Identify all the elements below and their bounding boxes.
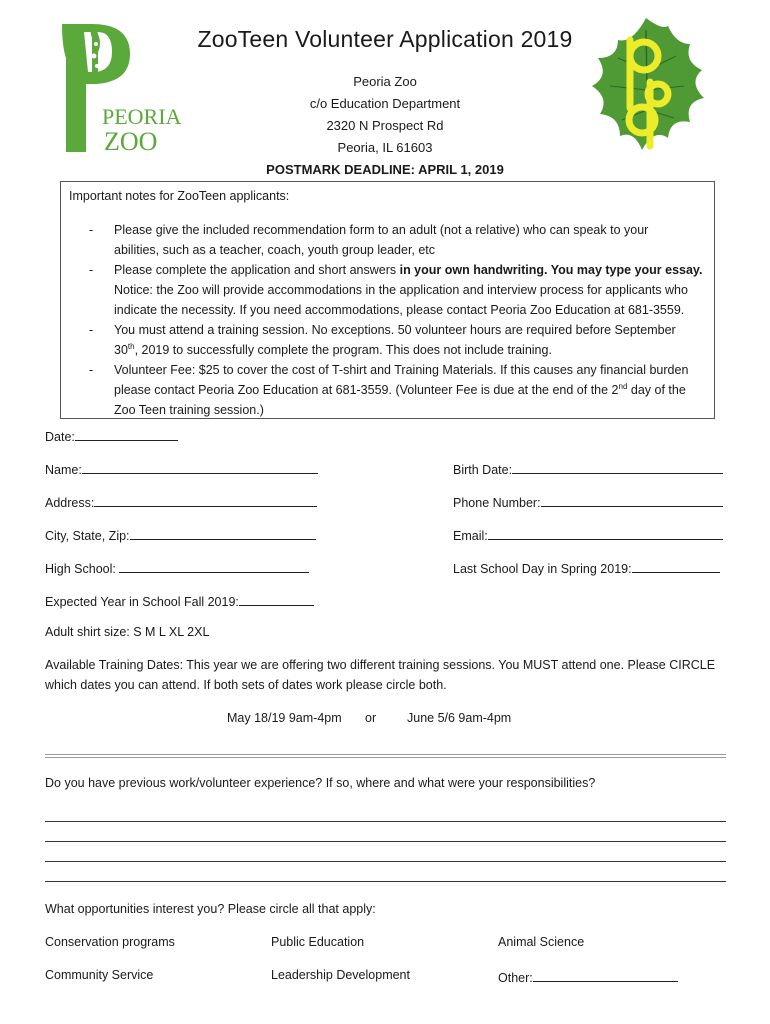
date-field[interactable] bbox=[45, 427, 178, 444]
notes-heading: Important notes for ZooTeen applicants: bbox=[69, 189, 290, 203]
note-handwriting: Please complete the application and short answers in your own handwriting. You may type your essay. Notice: the Zoo will provide accommodations in the application and interview process for applicants who indicate the necessity. If you need accommodations, please contact Peoria Zoo Education at 681-3559. bbox=[114, 263, 703, 317]
bullet-marker: - bbox=[89, 323, 94, 337]
training-option-june[interactable]: June 5/6 9am-4pm bbox=[407, 711, 512, 725]
address-label: Address: bbox=[45, 496, 95, 510]
address-line-2: c/o Education Department bbox=[309, 96, 461, 111]
name-field[interactable] bbox=[45, 460, 318, 477]
training-option-may[interactable]: May 18/19 9am-4pm bbox=[227, 711, 342, 725]
last-school-day-field[interactable] bbox=[453, 559, 720, 576]
other-label: Other: bbox=[498, 971, 533, 985]
opportunity-other[interactable] bbox=[498, 968, 678, 985]
opportunity-public-education[interactable]: Public Education bbox=[271, 935, 365, 949]
phone-label: Phone Number: bbox=[453, 496, 541, 510]
email-label: Email: bbox=[453, 529, 488, 543]
city-state-zip-blank[interactable] bbox=[130, 526, 316, 540]
answer-line[interactable] bbox=[45, 881, 726, 882]
birth-date-blank[interactable] bbox=[512, 460, 723, 474]
birth-date-label: Birth Date: bbox=[453, 463, 513, 477]
high-school-blank[interactable] bbox=[119, 559, 309, 573]
note-volunteer-fee: Volunteer Fee: $25 to cover the cost of T-shirt and Training Materials. If this causes any financial burden please contact Peoria Zoo Education at 681-3559. (Volunteer Fee is due at the end of the 2nd day of the Zoo Teen training session.) bbox=[114, 363, 689, 417]
postmark-deadline: POSTMARK DEADLINE: APRIL 1, 2019 bbox=[266, 162, 504, 177]
address-blank[interactable] bbox=[94, 493, 317, 507]
training-text-line-2: which dates you can attend. If both sets of dates work please circle both. bbox=[45, 678, 447, 692]
date-blank[interactable] bbox=[75, 427, 178, 441]
section-divider bbox=[45, 757, 726, 758]
shirt-size-options[interactable]: Adult shirt size: S M L XL 2XL bbox=[45, 625, 210, 639]
high-school-label: High School: bbox=[45, 562, 120, 576]
experience-question: Do you have previous work/volunteer experience? If so, where and what were your responsibilities? bbox=[45, 776, 596, 790]
opportunity-conservation[interactable]: Conservation programs bbox=[45, 935, 175, 949]
note-recommendation: Please give the included recommendation form to an adult (not a relative) who can speak to your abilities, such as a teacher, coach, youth group leader, etc bbox=[114, 223, 649, 257]
section-divider bbox=[45, 754, 726, 755]
training-text-line-1: Available Training Dates: This year we are offering two different training sessions. You MUST attend one. Please CIRCLE bbox=[45, 658, 716, 672]
bullet-marker: - bbox=[89, 363, 94, 377]
high-school-field[interactable] bbox=[45, 559, 309, 576]
important-notes-box bbox=[60, 181, 715, 419]
city-state-zip-label: City, State, Zip: bbox=[45, 529, 130, 543]
other-blank[interactable] bbox=[533, 968, 678, 982]
opportunity-leadership[interactable]: Leadership Development bbox=[271, 968, 410, 982]
opportunity-animal-science[interactable]: Animal Science bbox=[498, 935, 585, 949]
birth-date-field[interactable] bbox=[453, 460, 723, 477]
opportunities-question: What opportunities interest you? Please circle all that apply: bbox=[45, 902, 376, 916]
address-field[interactable] bbox=[45, 493, 317, 510]
email-field[interactable] bbox=[453, 526, 723, 543]
phone-field[interactable] bbox=[453, 493, 723, 510]
logo-zoo-text: ZOO bbox=[104, 127, 158, 156]
date-label: Date: bbox=[45, 430, 75, 444]
training-or: or bbox=[365, 711, 377, 725]
expected-year-blank[interactable] bbox=[239, 592, 314, 606]
address-line-1: Peoria Zoo bbox=[353, 74, 417, 89]
answer-line[interactable] bbox=[45, 821, 726, 822]
address-line-3: 2320 N Prospect Rd bbox=[326, 118, 444, 133]
answer-line[interactable] bbox=[45, 841, 726, 842]
last-school-day-blank[interactable] bbox=[632, 559, 720, 573]
bullet-marker: - bbox=[89, 263, 94, 277]
bullet-marker: - bbox=[89, 223, 94, 237]
note-training-session: You must attend a training session. No exceptions. 50 volunteer hours are required before September 30th, 2019 to successfully complete the program. This does not include training. bbox=[114, 323, 676, 357]
logo-peoria-text: PEORIA bbox=[102, 104, 182, 129]
phone-blank[interactable] bbox=[541, 493, 723, 507]
form-title: ZooTeen Volunteer Application 2019 bbox=[197, 26, 573, 52]
address-line-4: Peoria, IL 61603 bbox=[337, 140, 433, 155]
name-label: Name: bbox=[45, 463, 82, 477]
last-school-day-label: Last School Day in Spring 2019: bbox=[453, 562, 632, 576]
name-blank[interactable] bbox=[82, 460, 318, 474]
expected-year-field[interactable] bbox=[45, 592, 314, 609]
email-blank[interactable] bbox=[488, 526, 723, 540]
city-state-zip-field[interactable] bbox=[45, 526, 316, 543]
opportunity-community-service[interactable]: Community Service bbox=[45, 968, 154, 982]
expected-year-label: Expected Year in School Fall 2019: bbox=[45, 595, 239, 609]
answer-line[interactable] bbox=[45, 861, 726, 862]
